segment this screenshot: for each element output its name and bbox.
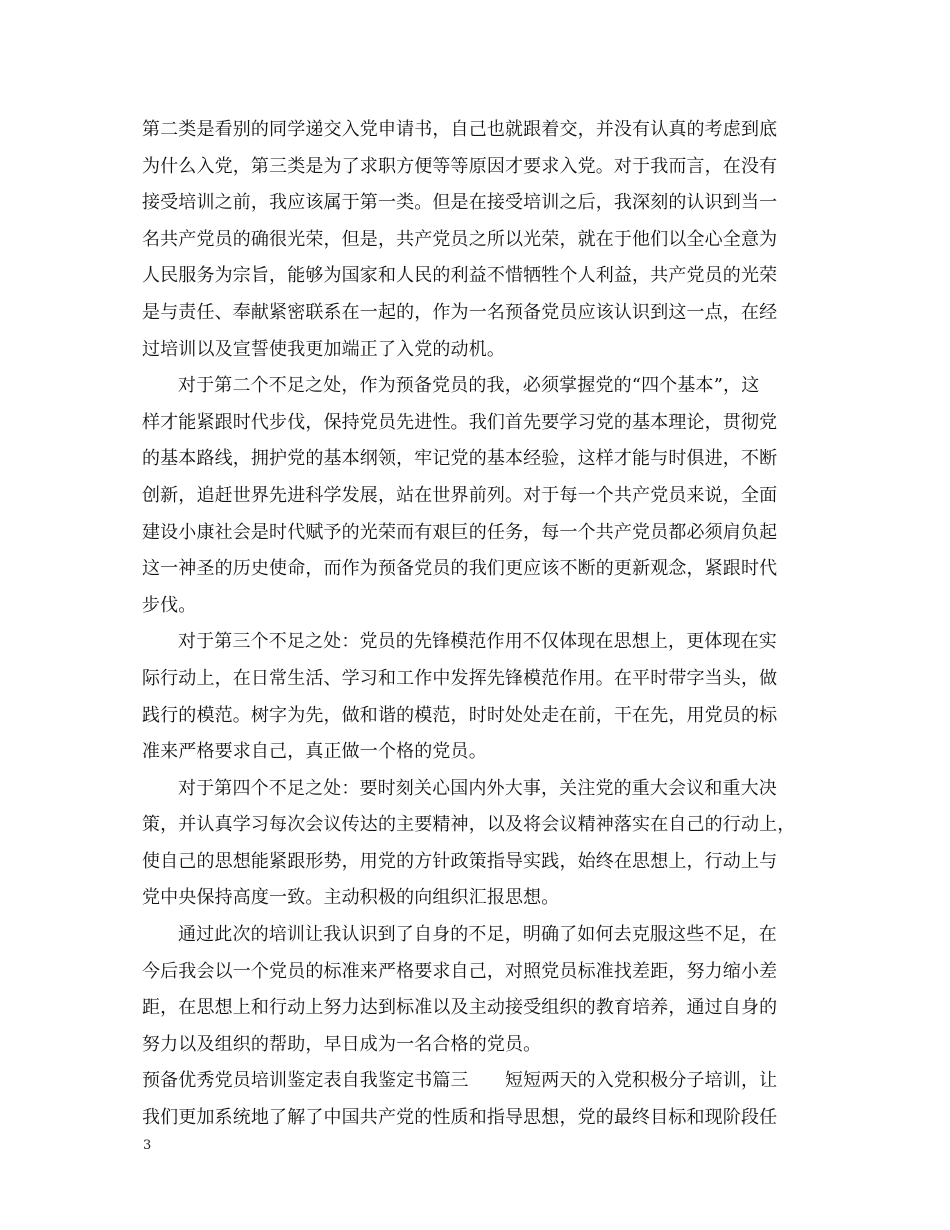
text-line: 为什么入党，第三类是为了求职方便等等原因才要求入党。对于我而言，在没有 (142, 155, 778, 177)
text-line: 创新，追赶世界先进科学发展，站在世界前列。对于每一个共产党员来说，全面 (142, 484, 778, 506)
text-line: 我们更加系统地了解了中国共产党的性质和指导思想，党的最终目标和现阶段任 (142, 1107, 778, 1129)
text-line: 这一神圣的历史使命，而作为预备党员的我们更应该不断的更新观念，紧跟时代 (142, 558, 778, 580)
text-line: 样才能紧跟时代步伐，保持党员先进性。我们首先要学习党的基本理论，贯彻党 (142, 411, 778, 433)
text-line: 际行动上，在日常生活、学习和工作中发挥先锋模范作用。在平时带字当头，做 (142, 667, 778, 689)
text-line: 名共产党员的确很光荣，但是，共产党员之所以光荣，就在于他们以全心全意为 (142, 228, 778, 250)
paragraph-start-line: 对于第三个不足之处：党员的先锋模范作用不仅体现在思想上，更体现在实 (178, 631, 777, 653)
text-line: 距，在思想上和行动上努力达到标准以及主动接受组织的教育培养，通过自身的 (142, 997, 778, 1019)
text-line: 今后我会以一个党员的标准来严格要求自己，对照党员标准找差距，努力缩小差 (142, 960, 778, 982)
paragraph-start-line: 对于第二个不足之处，作为预备党员的我，必须掌握党的“四个基本”，这 (178, 375, 760, 397)
paragraph-start-line: 对于第四个不足之处：要时刻关心国内外大事，关注党的重大会议和重大决 (178, 777, 777, 799)
text-line: 使自己的思想能紧跟形势，用党的方针政策指导实践，始终在思想上，行动上与 (142, 850, 778, 872)
text-line: 准来严格要求自己，真正做一个格的党员。 (142, 741, 487, 763)
body-text (142, 112, 822, 1137)
page-number: 3 (143, 1138, 152, 1153)
text-line: 建设小康社会是时代赋予的光荣而有艰巨的任务，每一个共产党员都必须肩负起 (142, 521, 778, 543)
text-line: 步伐。 (142, 594, 197, 616)
text-line: 党中央保持高度一致。主动积极的向组织汇报思想。 (142, 887, 560, 909)
text-line: 人民服务为宗旨，能够为国家和人民的利益不惜牺牲个人利益，共产党员的光荣 (142, 265, 778, 287)
text-line: 接受培训之前，我应该属于第一类。但是在接受培训之后，我深刻的认识到当一 (142, 192, 778, 214)
text-line: 预备优秀党员培训鉴定表自我鉴定书篇三 短短两天的入党积极分子培训，让 (142, 1070, 778, 1092)
text-line: 的基本路线，拥护党的基本纲领，牢记党的基本经验，这样才能与时俱进，不断 (142, 448, 778, 470)
text-line: 策，并认真学习每次会议传达的主要精神，以及将会议精神落实在自己的行动上， (142, 814, 796, 836)
text-line: 过培训以及宣誓使我更加端正了入党的动机。 (142, 338, 505, 360)
text-line: 是与责任、奉献紧密联系在一起的，作为一名预备党员应该认识到这一点，在经 (142, 301, 778, 323)
text-line: 努力以及组织的帮助，早日成为一名合格的党员。 (142, 1033, 542, 1055)
paragraph-start-line: 通过此次的培训让我认识到了自身的不足，明确了如何去克服这些不足，在 (178, 924, 777, 946)
text-line: 践行的模范。树字为先，做和谐的模范，时时处处走在前，干在先，用党员的标 (142, 704, 778, 726)
text-line: 第二类是看别的同学递交入党申请书，自己也就跟着交，并没有认真的考虑到底 (142, 119, 778, 140)
